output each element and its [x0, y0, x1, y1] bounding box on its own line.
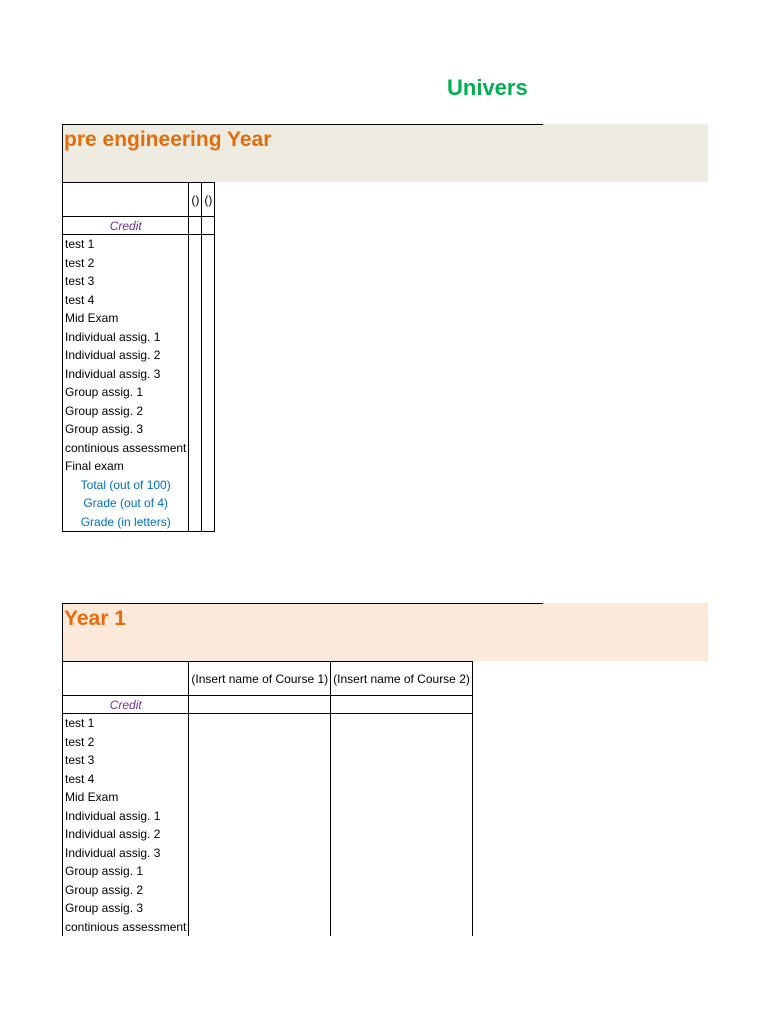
summary-cell[interactable]: [189, 513, 202, 532]
score-cell[interactable]: [189, 420, 202, 439]
score-cell[interactable]: [189, 346, 202, 365]
score-cell[interactable]: [202, 272, 215, 291]
score-cell[interactable]: [189, 309, 202, 328]
score-cell[interactable]: [189, 881, 331, 900]
table-row: [63, 751, 473, 770]
row-label: Group assig. 3: [63, 899, 189, 918]
table-header-row: [63, 662, 473, 696]
score-cell[interactable]: [189, 254, 202, 273]
summary-cell[interactable]: [189, 494, 202, 513]
table-row: [63, 402, 215, 421]
table-row: [63, 844, 473, 863]
summary-cell[interactable]: [202, 476, 215, 495]
score-cell[interactable]: [331, 751, 473, 770]
score-cell[interactable]: [202, 402, 215, 421]
score-cell[interactable]: [202, 383, 215, 402]
score-cell[interactable]: [331, 788, 473, 807]
row-label: Group assig. 1: [63, 862, 189, 881]
table-row: [63, 272, 215, 291]
credit-row: [63, 696, 473, 714]
score-cell[interactable]: [202, 457, 215, 476]
score-cell[interactable]: [189, 825, 331, 844]
row-label: Individual assig. 1: [63, 807, 189, 826]
summary-label: Grade (in letters): [63, 513, 189, 532]
row-label: Individual assig. 2: [63, 825, 189, 844]
score-cell[interactable]: [189, 291, 202, 310]
table-row: [63, 420, 215, 439]
table-row: [63, 328, 215, 347]
summary-label: Total (out of 100): [63, 476, 189, 495]
score-cell[interactable]: [189, 365, 202, 384]
score-cell[interactable]: [202, 328, 215, 347]
score-cell[interactable]: [331, 825, 473, 844]
score-cell[interactable]: [331, 807, 473, 826]
row-label: Final exam: [63, 457, 189, 476]
score-cell[interactable]: [189, 807, 331, 826]
row-label: test 4: [63, 291, 189, 310]
score-cell[interactable]: [189, 788, 331, 807]
score-cell[interactable]: [189, 714, 331, 733]
score-cell[interactable]: [331, 714, 473, 733]
score-cell[interactable]: [189, 770, 331, 789]
course-2-header[interactable]: (Insert name of Course 2): [331, 662, 473, 696]
row-label: test 4: [63, 770, 189, 789]
course-1-header[interactable]: (Insert name of Course 1): [189, 662, 331, 696]
score-cell[interactable]: [202, 346, 215, 365]
table-row: [63, 346, 215, 365]
score-cell[interactable]: [189, 383, 202, 402]
table-row: [63, 291, 215, 310]
row-label: Mid Exam: [63, 309, 189, 328]
score-cell[interactable]: [331, 918, 473, 937]
score-cell[interactable]: [331, 733, 473, 752]
score-cell[interactable]: [331, 899, 473, 918]
table-row: [63, 862, 473, 881]
header-blank-cell[interactable]: [63, 183, 189, 217]
header-blank-cell[interactable]: [63, 662, 189, 696]
table-row: [63, 457, 215, 476]
table-row: [63, 714, 473, 733]
row-label: Individual assig. 3: [63, 844, 189, 863]
credit-cell-course-1[interactable]: [189, 217, 202, 235]
score-cell[interactable]: [331, 770, 473, 789]
score-cell[interactable]: [189, 733, 331, 752]
table-row: [63, 770, 473, 789]
score-cell[interactable]: [331, 844, 473, 863]
row-label: Individual assig. 1: [63, 328, 189, 347]
score-cell[interactable]: [202, 291, 215, 310]
table-row: [63, 899, 473, 918]
credit-row: [63, 217, 215, 235]
table-header-row: [63, 183, 215, 217]
summary-row: [63, 513, 215, 532]
table-row: [63, 825, 473, 844]
score-cell[interactable]: [202, 365, 215, 384]
table-row: [63, 383, 215, 402]
score-cell[interactable]: [189, 457, 202, 476]
score-cell[interactable]: [331, 881, 473, 900]
score-cell[interactable]: [189, 402, 202, 421]
credit-cell-course-1[interactable]: [189, 696, 331, 714]
row-label: Mid Exam: [63, 788, 189, 807]
score-cell[interactable]: [189, 844, 331, 863]
score-cell[interactable]: [331, 862, 473, 881]
row-label: continious assessment: [63, 918, 189, 937]
section-title: Year 1: [64, 607, 126, 630]
course-2-header[interactable]: (): [202, 183, 215, 217]
section-banner: [62, 603, 708, 661]
table-row: [63, 788, 473, 807]
grades-table: [62, 182, 215, 532]
score-cell[interactable]: [189, 439, 202, 458]
table-row: [63, 235, 215, 254]
score-cell[interactable]: [189, 862, 331, 881]
score-cell[interactable]: [202, 235, 215, 254]
row-label: test 1: [63, 235, 189, 254]
score-cell[interactable]: [189, 918, 331, 937]
summary-cell[interactable]: [189, 476, 202, 495]
score-cell[interactable]: [189, 328, 202, 347]
table-row: [63, 365, 215, 384]
course-1-header[interactable]: (): [189, 183, 202, 217]
table-row: [63, 439, 215, 458]
score-cell[interactable]: [189, 235, 202, 254]
summary-cell[interactable]: [202, 494, 215, 513]
credit-label: Credit: [63, 696, 189, 714]
credit-cell-course-2[interactable]: [331, 696, 473, 714]
summary-row: [63, 476, 215, 495]
row-label: test 3: [63, 751, 189, 770]
credit-label: Credit: [63, 217, 189, 235]
row-label: Group assig. 3: [63, 420, 189, 439]
row-label: Group assig. 1: [63, 383, 189, 402]
row-label: Individual assig. 3: [63, 365, 189, 384]
table-row: [63, 807, 473, 826]
row-label: test 1: [63, 714, 189, 733]
grades-table: [62, 661, 473, 936]
row-label: test 2: [63, 733, 189, 752]
credit-cell-course-2[interactable]: [202, 217, 215, 235]
university-title: Univers: [447, 75, 528, 100]
row-label: Group assig. 2: [63, 881, 189, 900]
table-row: [63, 881, 473, 900]
summary-row: [63, 494, 215, 513]
table-row: [63, 918, 473, 937]
row-label: Group assig. 2: [63, 402, 189, 421]
table-row: [63, 254, 215, 273]
score-cell[interactable]: [189, 899, 331, 918]
row-label: test 3: [63, 272, 189, 291]
row-label: continious assessment: [63, 439, 189, 458]
row-label: test 2: [63, 254, 189, 273]
score-cell[interactable]: [189, 751, 331, 770]
score-cell[interactable]: [202, 309, 215, 328]
summary-cell[interactable]: [202, 513, 215, 532]
score-cell[interactable]: [202, 254, 215, 273]
section-title: pre engineering Year: [64, 128, 272, 151]
score-cell[interactable]: [202, 439, 215, 458]
table-row: [63, 733, 473, 752]
summary-label: Grade (out of 4): [63, 494, 189, 513]
score-cell[interactable]: [189, 272, 202, 291]
section-banner: [62, 124, 708, 182]
table-row: [63, 309, 215, 328]
row-label: Individual assig. 2: [63, 346, 189, 365]
score-cell[interactable]: [202, 420, 215, 439]
